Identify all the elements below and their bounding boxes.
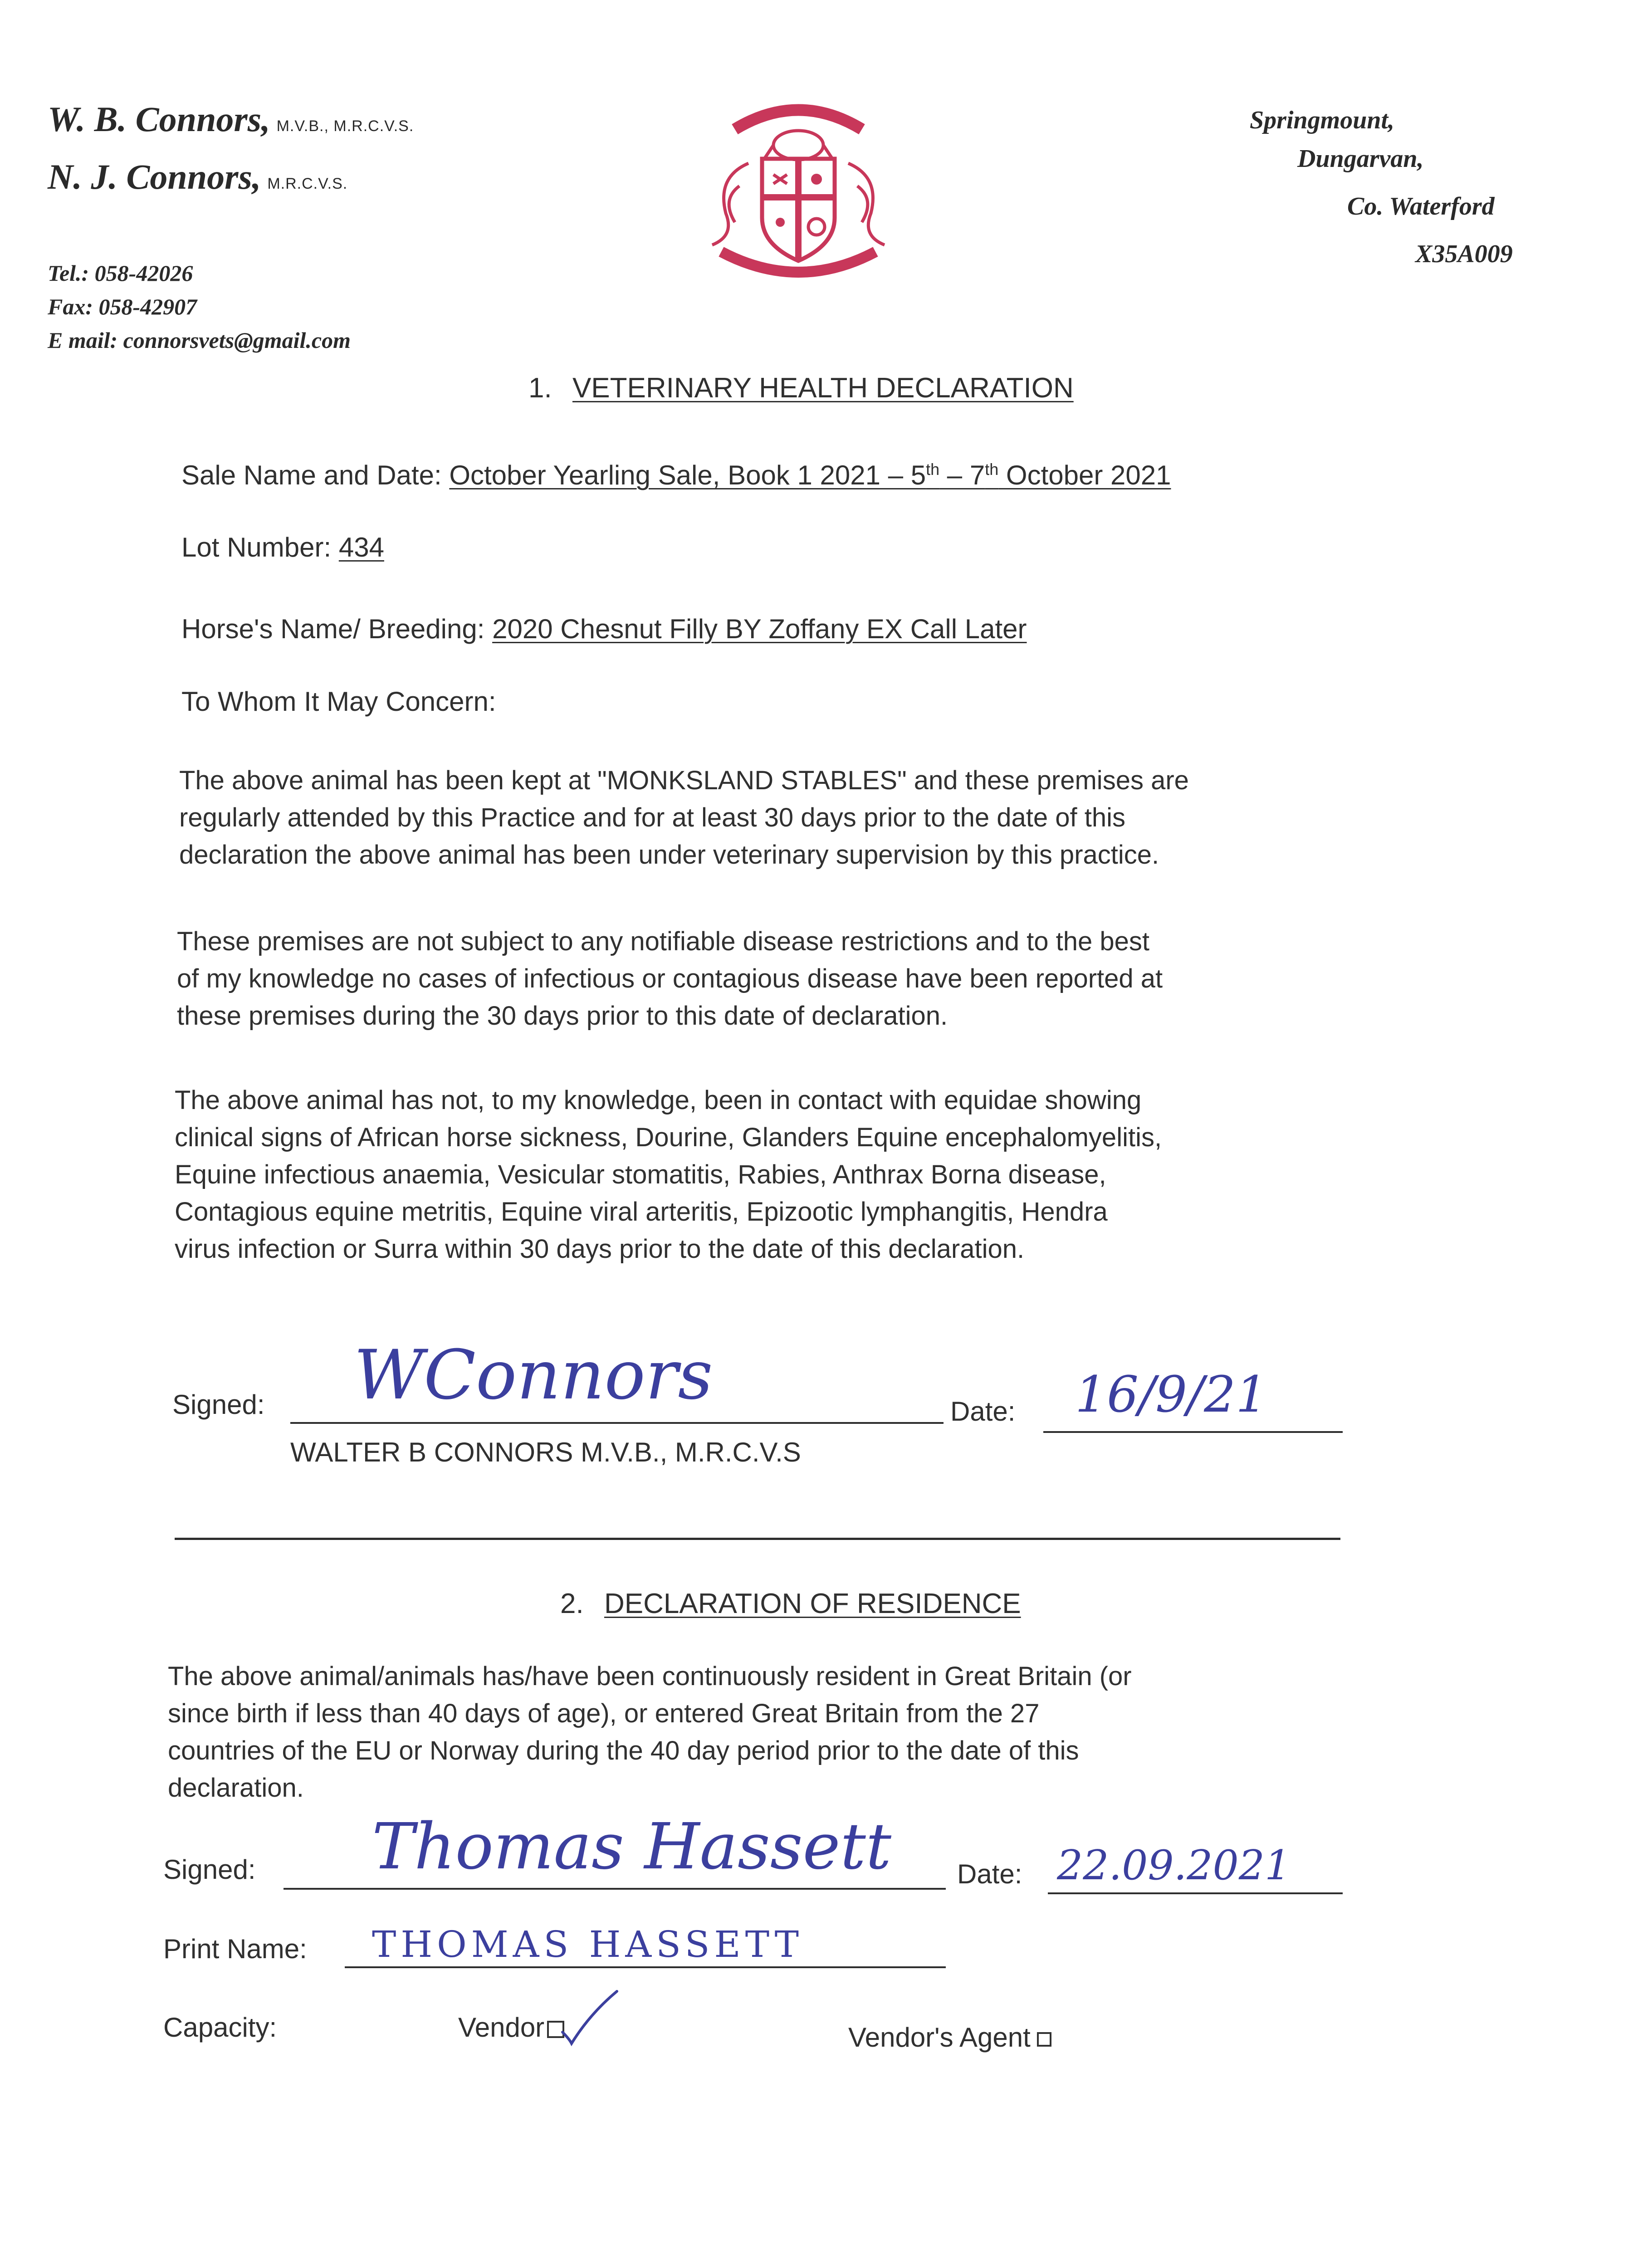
vet-date-value: 16/9/21 xyxy=(1075,1365,1268,1423)
contact-block xyxy=(48,256,351,357)
print-name-value: THOMAS HASSETT xyxy=(372,1923,803,1965)
lot-label: Lot Number: xyxy=(181,532,332,562)
sale-name-row xyxy=(181,450,1171,494)
vendor-signature-line xyxy=(284,1888,946,1890)
email: E mail: connorsvets@gmail.com xyxy=(48,327,351,353)
vet1-name: W. B. Connors, M.V.B., M.R.C.V.S. xyxy=(48,99,414,139)
vendor-checkmark-icon xyxy=(558,1987,621,2053)
vet2-name: N. J. Connors, M.R.C.V.S. xyxy=(48,157,348,196)
vet-signatory-name: WALTER B CONNORS M.V.B., M.R.C.V.S xyxy=(290,1437,801,1467)
horse-row xyxy=(181,610,1027,648)
section2-heading: 2. DECLARATION OF RESIDENCE xyxy=(560,1588,1021,1619)
sale-value: October Yearling Sale, Book 1 2021 – 5th – 7th October 2021 xyxy=(449,460,1171,490)
vet1-qualifications: M.V.B., M.R.C.V.S. xyxy=(276,117,414,135)
vet-signature-line xyxy=(290,1422,944,1424)
vet-signature: WConnors xyxy=(354,1336,713,1415)
vendor-agent-option xyxy=(848,2019,1051,2057)
paragraph-residence: The above animal/animals has/have been continuously resident in Great Britain (or since birth if less than 40 days of age), or entered Great Britain from the 27 countries of the EU or Norway during the 40 day period prior to the date of this declaration. xyxy=(168,1662,1132,1803)
vendor-option xyxy=(458,2009,564,2047)
greeting: To Whom It May Concern: xyxy=(181,686,496,717)
horse-label: Horse's Name/ Breeding: xyxy=(181,614,485,644)
vendor-agent-label: Vendor's Agent xyxy=(848,2022,1031,2053)
vet2-qualifications: M.R.C.V.S. xyxy=(267,175,348,192)
fax: Fax: 058-42907 xyxy=(48,294,197,319)
telephone: Tel.: 058-42026 xyxy=(48,260,193,286)
crest-seal-icon xyxy=(685,86,912,290)
capacity-label: Capacity: xyxy=(163,2012,277,2043)
vendor-label: Vendor xyxy=(458,2012,545,2043)
vendor-date-value: 22.09.2021 xyxy=(1057,1842,1291,1889)
address-line-2: Dungarvan, xyxy=(1297,145,1424,173)
vendor-date-label: Date: xyxy=(957,1859,1022,1889)
vet-signed-label: Signed: xyxy=(172,1389,265,1420)
vendor-date-line xyxy=(1048,1892,1343,1894)
paragraph-disease-restrictions: These premises are not subject to any notifiable disease restrictions and to the best of my knowledge no cases of infectious or contagious disease have been reported at these premises during the 30 days prior to this date of declaration. xyxy=(177,927,1163,1031)
vendor-signature: Thomas Hassett xyxy=(372,1810,892,1884)
vet-date-line xyxy=(1043,1431,1343,1433)
address-line-4: X35A009 xyxy=(1415,240,1513,268)
lot-number-row xyxy=(181,528,384,567)
paragraph-equidae-contact: The above animal has not, to my knowledge, been in contact with equidae showing clinical signs of African horse sickness, Dourine, Glanders Equine encephalomyelitis, Equine infectious anaemia, Vesicular stomatitis, Rabies, Anthrax Borna disease, Contagious equine metritis, Equine viral arteritis, Epizootic lymphangitis, Hendra virus infection or Surra within 30 days prior to the date of this declaration. xyxy=(175,1085,1162,1264)
address-line-3: Co. Waterford xyxy=(1347,192,1495,220)
print-name-line xyxy=(345,1966,946,1968)
vendor-signed-label: Signed: xyxy=(163,1854,256,1885)
paragraph-premises: The above animal has been kept at "MONKSLAND STABLES" and these premises are regularly attended by this Practice and for at least 30 days prior to the date of this declaration the above animal has been under veterinary supervision by this practice. xyxy=(179,766,1189,870)
sale-label: Sale Name and Date: xyxy=(181,460,442,490)
section1-heading: 1. VETERINARY HEALTH DECLARATION xyxy=(528,372,1074,404)
lot-value: 434 xyxy=(338,532,384,562)
horse-value: 2020 Chesnut Filly BY Zoffany EX Call Later xyxy=(492,614,1027,644)
section-divider xyxy=(175,1538,1340,1540)
address-line-1: Springmount, xyxy=(1250,106,1395,134)
vendor-agent-checkbox[interactable] xyxy=(1037,2032,1051,2047)
vet-date-label: Date: xyxy=(950,1396,1016,1427)
print-name-label: Print Name: xyxy=(163,1934,307,1964)
